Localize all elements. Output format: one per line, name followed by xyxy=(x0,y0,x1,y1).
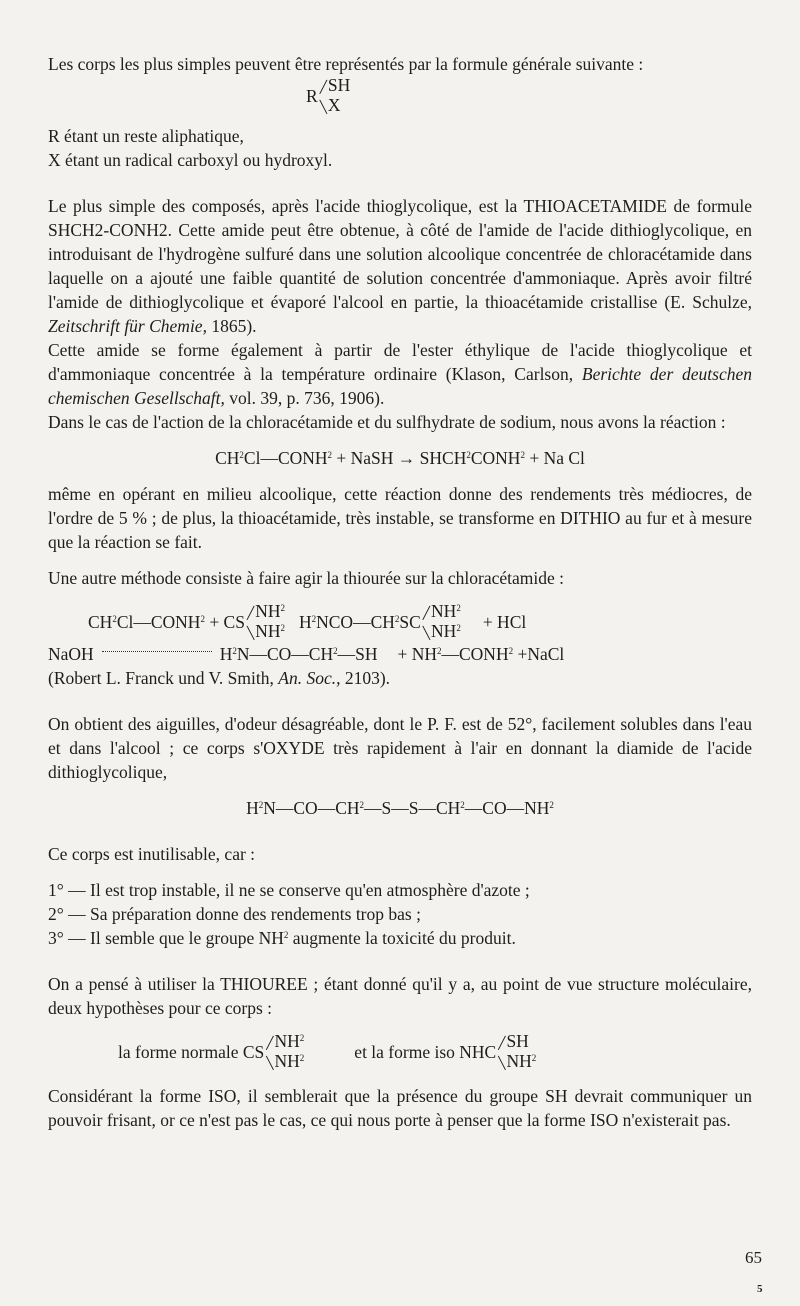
method-paragraph: Une autre méthode consiste à faire agir la thiourée sur la chloracétamide : xyxy=(48,568,565,588)
signature-mark: 5 xyxy=(757,1283,763,1295)
citation-journal: Berichte der deutschen chemischen Gesellschaft, xyxy=(48,364,752,408)
naoh-reaction: NaOH $H^2N—CO—CH^2—SH$ + $NH^2—CONH^2$ +NaCl xyxy=(48,644,565,664)
thiourea-forms: la forme normale CS ╱ $NH^2$ ╲ $NH^2$ et la forme iso NHC ╱ SH ╲ $NH^2$ xyxy=(48,1032,752,1072)
list-item: 3° — Il semble que le groupe $NH^2$ augmente la toxicité du produit. xyxy=(48,928,516,948)
diamide-formula: $H^2N—CO—CH^2—S—S—CH^2—CO—NH^2$ xyxy=(246,798,554,818)
unusable-intro: Ce corps est inutilisable, car : xyxy=(48,844,256,864)
list-item: 1° — Il est trop instable, il ne se conserve qu'en atmosphère d'azote ; xyxy=(48,880,530,900)
general-formula xyxy=(48,76,752,124)
formula-radical: R xyxy=(306,86,318,106)
needles-paragraph: On obtient des aiguilles, d'odeur désagréable, dont le P. F. est de 52°, facilement solubles dans l'eau et dans l'alcool ; ce corps s'OXYDE très rapidement à l'air en donnant la diamide de l'acide dithioglycolique, xyxy=(48,714,752,782)
thioacetamide-paragraph: Le plus simple des composés, après l'acide thioglycolique, est la THIOACETAMIDE de formule SHCH2-CONH2. Cette amide peut être obtenue, à côté de l'amide de l'acide dithioglycolique, en introduisant de l'hydrogène sulfuré dans une solution alcoolique concentrée de chloracétamide dans laquelle on a ajouté une faible quantité de solution concentrée d'ammoniaque. Après avoir filtré l'amide de dithioglycolique et évaporé l'alcool en partie, la thioacétamide cristallise (E. Schulze, Zeitschrift für Chemie, 1865). xyxy=(48,196,752,336)
page-number: 65 xyxy=(745,1248,762,1267)
thiourea-reaction: $CH^2Cl—CONH^2$ + CS ╱ $NH^2$ ╲ $NH^2$ $H^2NCO—CH^2SC$ ╱ $NH^2$ ╲ $NH^2$ + HCl xyxy=(48,602,752,642)
formula-bottom-group: ╲ X xyxy=(320,96,351,116)
ester-paragraph: Cette amide se forme également à partir de l'ester éthylique de l'acide thioglycolique et d'ammoniaque concentrée à la température ordinaire (Klason, Carlson, Berichte der deutschen chemischen Gesellschaft, vol. 39, p. 736, 1906). xyxy=(48,340,752,408)
intro-paragraph: Les corps les plus simples peuvent être représentés par la formule générale suivante : xyxy=(48,54,644,74)
formula-top-group: ╱ SH xyxy=(320,76,351,96)
conclusion-paragraph: Considérant la forme ISO, il semblerait que la présence du groupe SH devrait communiquer un pouvoir frisant, or ce n'est pas le cas, ce qui nous porte à penser que la forme ISO n'existerait pas. xyxy=(48,1086,752,1130)
list-item: 2° — Sa préparation donne des rendements trop bas ; xyxy=(48,904,421,924)
definition-x: X étant un radical carboxyl ou hydroxyl. xyxy=(48,150,333,170)
reference: (Robert L. Franck und V. Smith, An. Soc., 2103). xyxy=(48,668,391,688)
citation-journal: Zeitschrift für Chemie, xyxy=(48,316,207,336)
body-text xyxy=(48,52,752,1132)
yield-paragraph: même en opérant en milieu alcoolique, cette réaction donne des rendements très médiocres, de l'ordre de 5 % ; de plus, la thioacétamide, très instable, se transforme en DITHIO au fur et à mesure que la réaction se fait. xyxy=(48,484,752,552)
definition-r: R étant un reste aliphatique, xyxy=(48,126,244,146)
reaction-intro: Dans le cas de l'action de la chloracétamide et du sulfhydrate de sodium, nous avons la réaction : xyxy=(48,412,726,432)
reaction-equation: $CH^2Cl—CONH^2$ + NaSH → $SHCH^2CONH^2 + Na$ Cl xyxy=(215,448,585,468)
thiourea-paragraph: On a pensé à utiliser la THIOUREE ; étant donné qu'il y a, au point de vue structure moléculaire, deux hypothèses pour ce corps : xyxy=(48,974,752,1018)
